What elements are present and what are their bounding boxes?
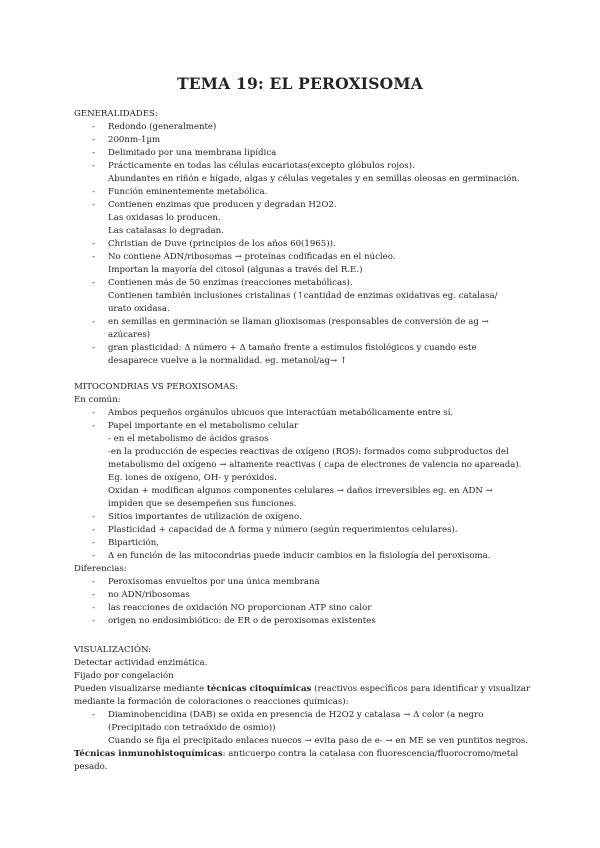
list-item-continuation: Las catalasas lo degradan. bbox=[108, 226, 224, 236]
list-item bbox=[74, 251, 534, 277]
list-item: - Sitios importantes de utilización de oxígeno. bbox=[74, 511, 534, 524]
list-item-continuation: Eg. iones de oxígeno, OH- y peróxidos. bbox=[108, 473, 277, 483]
text-line: Detectar actividad enzimática. bbox=[74, 658, 208, 668]
list-item: - no ADN/ribosomas bbox=[74, 589, 534, 602]
text-line: Fijado por congelación bbox=[74, 671, 174, 681]
list-item-continuation: Las oxidasas lo producen. bbox=[108, 213, 221, 223]
list-item-text: - en semillas en germinación se llaman glioxisomas (responsables de conversión de ag → bbox=[108, 317, 489, 327]
text-line bbox=[74, 748, 534, 761]
list-item-text: - Papel importante en el metabolismo celular bbox=[108, 421, 299, 431]
text-span: : anticuerpo contra la catalasa con fluorescencia/fluorocromo/metal bbox=[222, 749, 519, 759]
list-item-continuation: Oxidan + modifican algunos componentes celulares → daños irreversibles eg. en ADN → bbox=[108, 486, 493, 496]
list-item-continuation: (Precipitado con tetraóxido de osmio)) bbox=[108, 723, 276, 733]
list-item bbox=[74, 199, 534, 238]
section-heading: GENERALIDADES: bbox=[74, 109, 158, 119]
bold-term: Técnicas inmunohistoquímicas bbox=[74, 749, 223, 759]
list-item: - Ambos pequeños orgánulos ubicuos que interactúan metabólicamente entre sí. bbox=[74, 407, 534, 420]
list-item-continuation: azúcares) bbox=[108, 330, 151, 340]
common-list bbox=[74, 407, 534, 563]
list-item bbox=[74, 316, 534, 342]
list-item: - Plasticidad + capacidad de Δ forma y número (según requerimientos celulares). bbox=[74, 524, 534, 537]
diff-list bbox=[74, 576, 534, 628]
section-mitocondrias bbox=[74, 381, 534, 628]
list-item-continuation: -en la producción de especies reactivas de oxígeno (ROS): formados como subproductos del bbox=[108, 447, 509, 457]
section-heading: MITOCONDRIAS VS PEROXISOMAS: bbox=[74, 382, 239, 392]
text-span: (reactivos específicos para identificar y visualizar bbox=[311, 684, 531, 694]
list-item-continuation: Contienen también inclusiones cristalinas (↑cantidad de enzimas oxidativas eg. catalasa/ bbox=[108, 291, 498, 301]
text-line bbox=[74, 683, 534, 696]
list-item-continuation: desaparece vuelve a la normalidad. eg. metanol/ag→ ↑ bbox=[108, 356, 348, 366]
list-item-text: - Contienen enzimas que producen y degradan H2O2. bbox=[108, 200, 337, 210]
list-item bbox=[74, 709, 534, 748]
visual-list bbox=[74, 709, 534, 748]
list-item: - Christian de Duve (principios de los años 60(1965)). bbox=[74, 238, 534, 251]
list-item bbox=[74, 160, 534, 186]
list-item-text: - gran plasticidad: Δ número + Δ tamaño frente a estímulos fisiológicos y cuando este bbox=[108, 343, 477, 353]
common-label: En común: bbox=[74, 395, 121, 405]
list-item-continuation: urato oxidasa. bbox=[108, 304, 170, 314]
text-span: Pueden visualizarse mediante bbox=[74, 684, 207, 694]
section-heading: VISUALIZACIÓN: bbox=[74, 645, 152, 655]
list-item bbox=[74, 342, 534, 368]
list-item-continuation: - en el metabolismo de ácidos grasos bbox=[108, 434, 269, 444]
bold-term: técnicas citoquímicas bbox=[206, 684, 312, 694]
list-item-continuation: Abundantes en riñón e hígado, algas y células vegetales y en semillas oleosas en germinación. bbox=[108, 174, 520, 184]
list-item bbox=[74, 420, 534, 511]
list-item-text: - No contiene ADN/ribosomas → proteínas codificadas en el núcleo. bbox=[108, 252, 396, 262]
section-visualizacion bbox=[74, 644, 534, 774]
list-item-continuation: Cuando se fija el precipitado enlaces nuecos → evita paso de e- → en ME se ven puntitos negros. bbox=[108, 736, 529, 746]
list-item-text: - Prácticamente en todas las células eucariotas(excepto glóbulos rojos). bbox=[108, 161, 415, 171]
list-item: - origen no endosimbiótico: de ER o de peroxisomas existentes bbox=[74, 615, 534, 628]
text-line: pesado. bbox=[74, 762, 108, 772]
list-item: - Redondo (generalmente) bbox=[74, 121, 534, 134]
list-item-text: - Diaminobencidina (DAB) se oxida en presencia de H2O2 y catalasa → Δ color (a negro bbox=[108, 710, 484, 720]
list-item: - 200nm-1µm bbox=[74, 134, 534, 147]
list-item-text: - Contienen más de 50 enzimas (reacciones metabólicas). bbox=[108, 278, 353, 288]
list-item: - Bipartición, bbox=[74, 537, 534, 550]
list-item: - Δ en función de las mitocondrias puede inducir cambios en la fisiología del peroxisoma. bbox=[74, 550, 534, 563]
list-item: - las reacciones de oxidación NO proporcionan ATP sino calor bbox=[74, 602, 534, 615]
page-title: TEMA 19: EL PEROXISOMA bbox=[177, 74, 423, 93]
list-item-continuation: impiden que se desempeñen sus funciones. bbox=[108, 499, 297, 509]
diff-label: Diferencias: bbox=[74, 564, 127, 574]
list-item: - Delimitado por una membrana lipídica bbox=[74, 147, 534, 160]
list-item-continuation: metabolismo del oxígeno → altamente reactivas ( capa de electrones de valencia no apareada). bbox=[108, 460, 522, 470]
section-generalidades bbox=[74, 108, 534, 368]
list-item: - Peroxisomas envueltos por una única membrana bbox=[74, 576, 534, 589]
list-item-continuation: Importan la mayoría del citosol (algunas a través del R.E.) bbox=[108, 265, 363, 275]
text-line: mediante la formación de coloraciones o reacciones químicas): bbox=[74, 697, 349, 707]
generalidades-list bbox=[74, 121, 534, 368]
list-item: - Función eminentemente metabólica. bbox=[74, 186, 534, 199]
list-item bbox=[74, 277, 534, 316]
